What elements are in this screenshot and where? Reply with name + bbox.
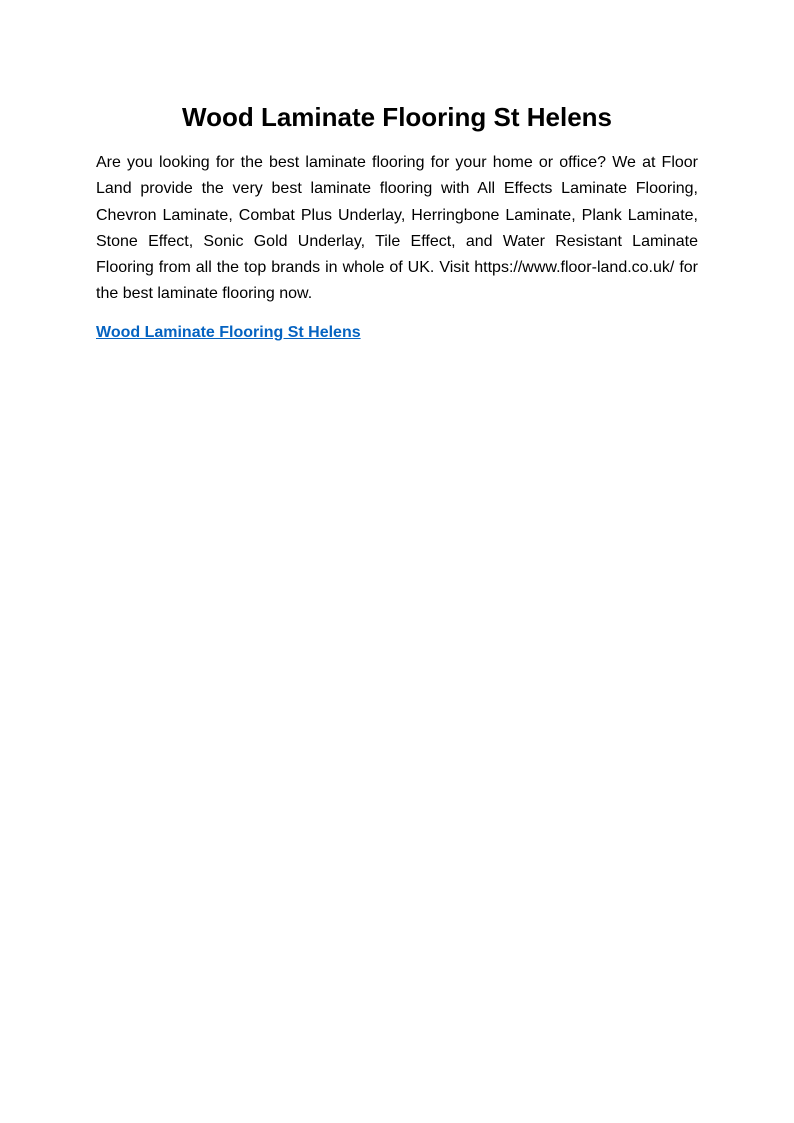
document-title: Wood Laminate Flooring St Helens: [182, 102, 612, 132]
wood-laminate-flooring-link[interactable]: Wood Laminate Flooring St Helens: [96, 323, 361, 341]
body-paragraph: Are you looking for the best laminate flooring for your home or office? We at Floor Land provide the very best laminate flooring with All Effects Laminate Flooring, Chevron Laminate, Combat Plus Underlay, Herringbone Laminate, Plank Laminate, Stone Effect, Sonic Gold Underlay, Tile Effect, and Water Resistant Laminate Flooring from all the top brands in whole of UK. Visit https://www.floor-land.co.uk/ for the best laminate flooring now.: [96, 154, 698, 303]
document-page: [96, 96, 698, 344]
link-line: [96, 322, 698, 344]
